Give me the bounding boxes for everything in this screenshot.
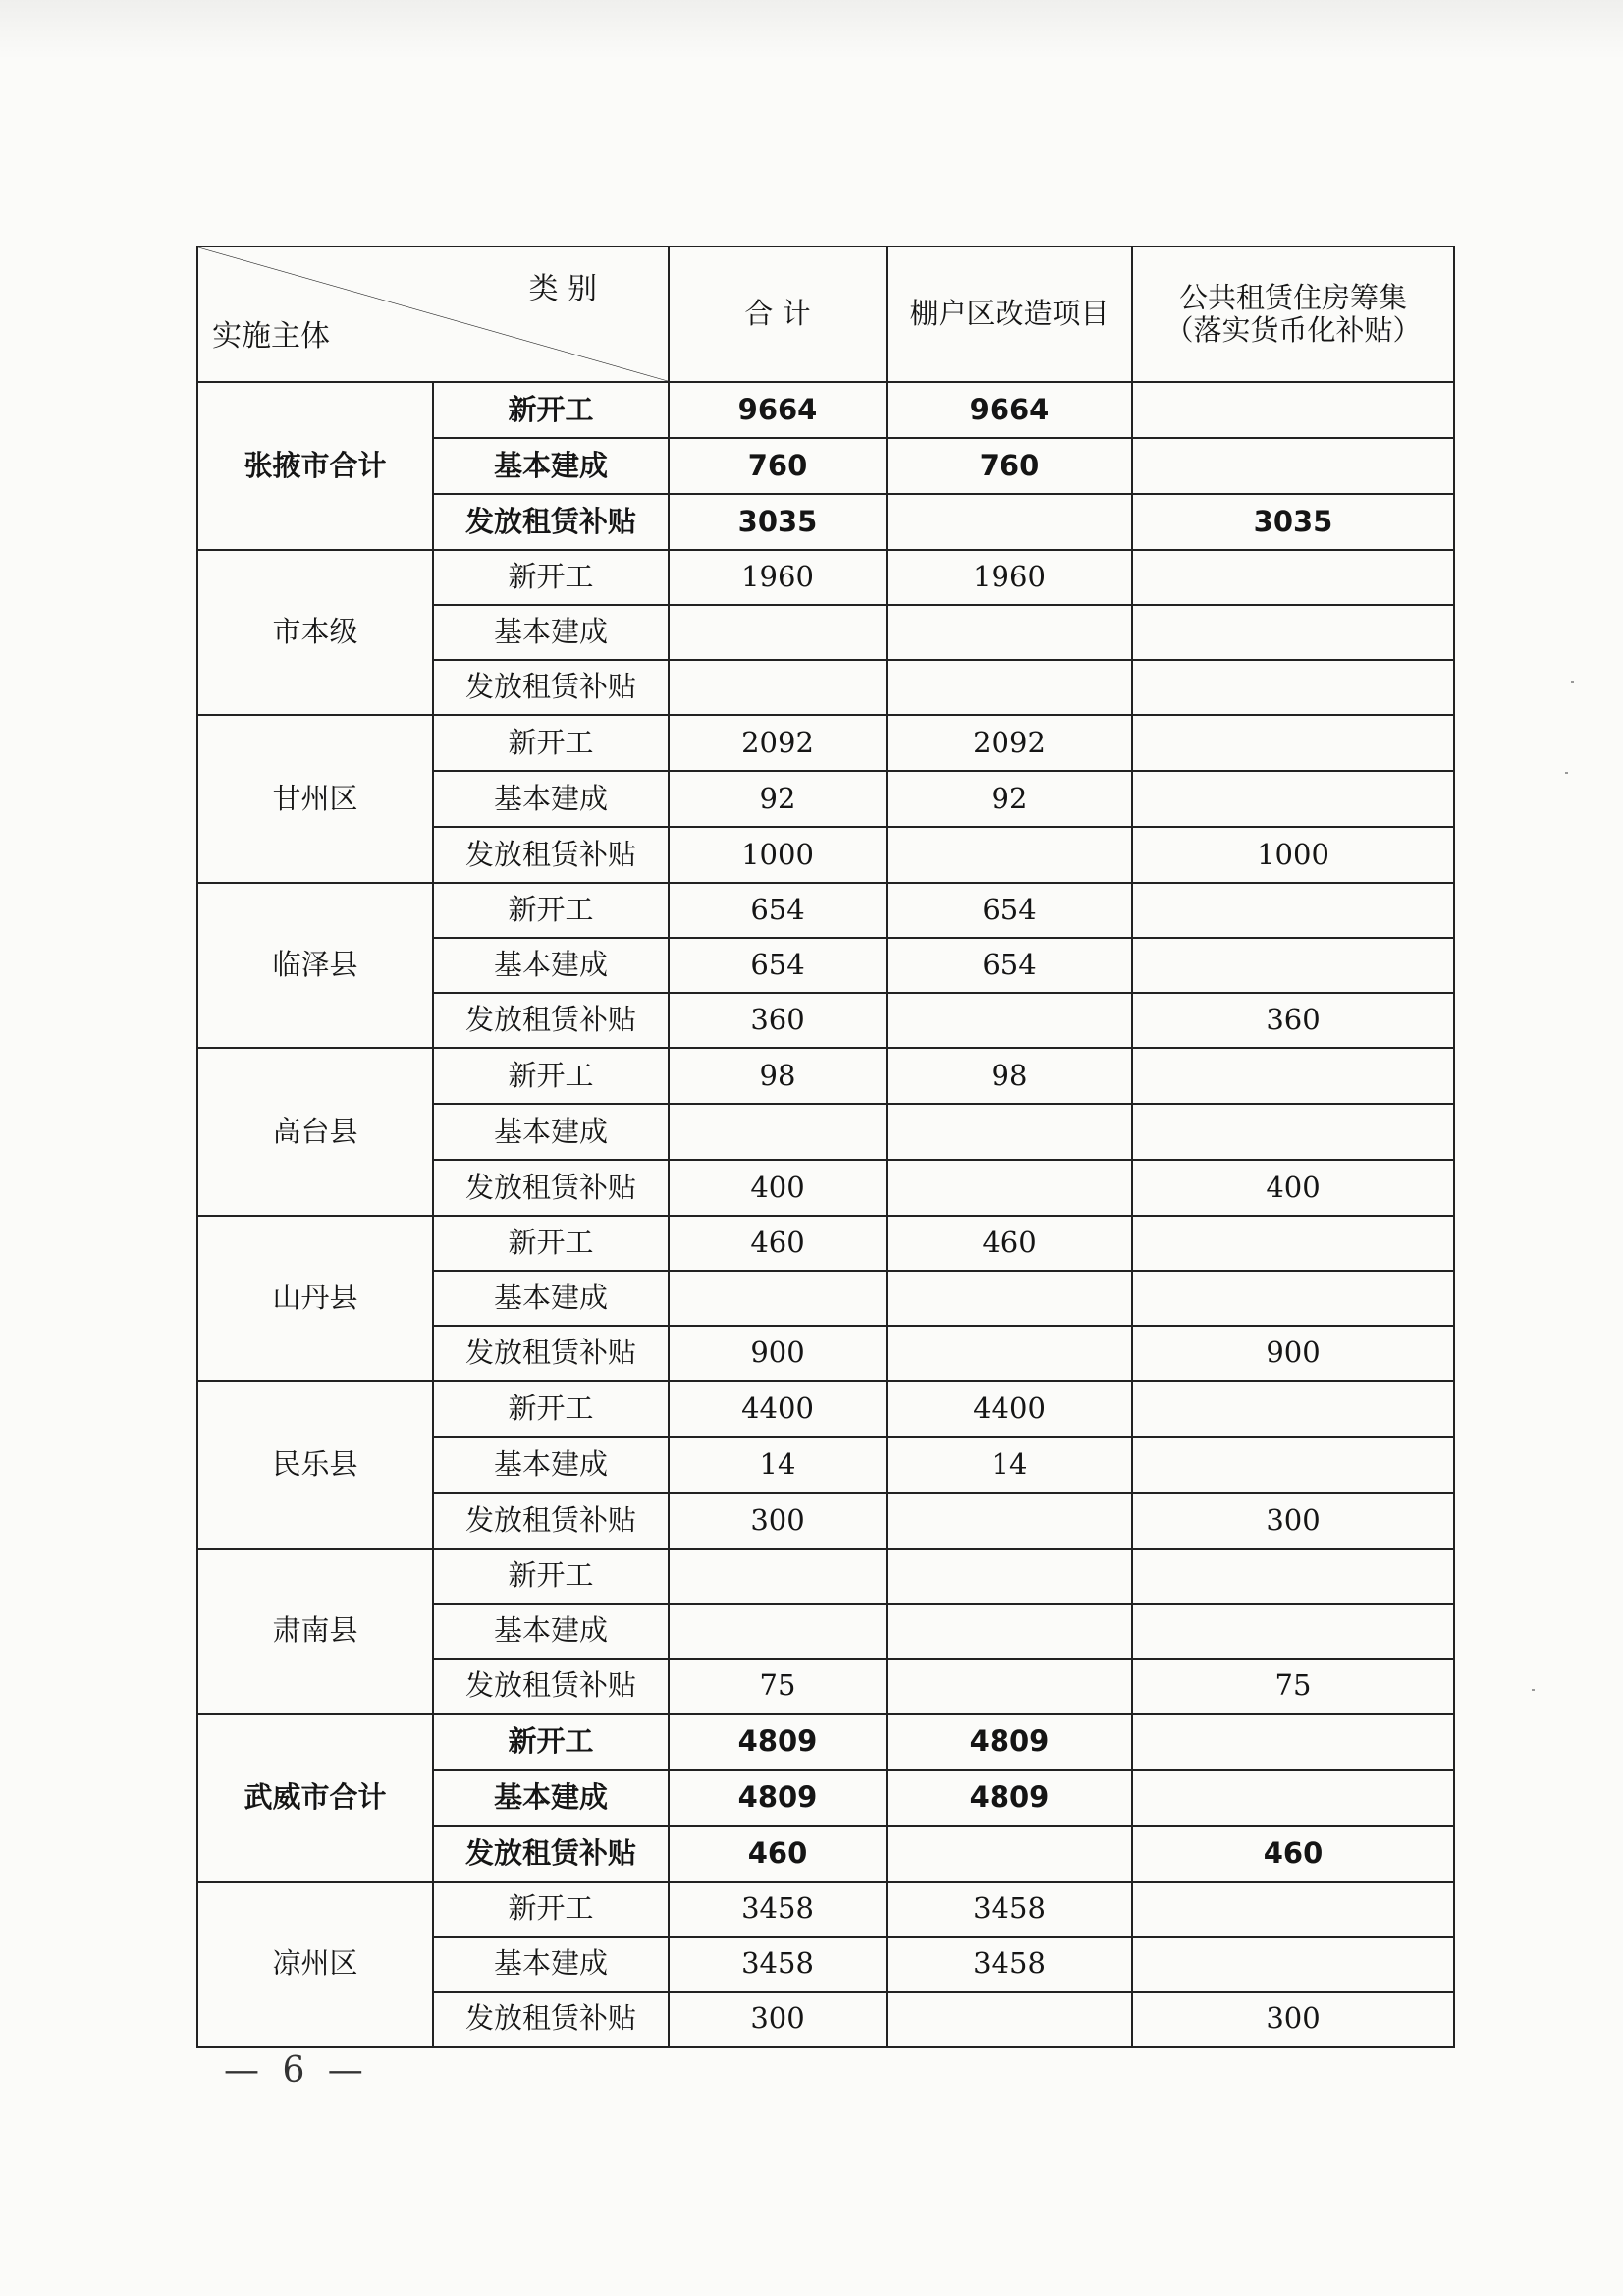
- shanty-cell: [887, 1549, 1132, 1604]
- public-rent-cell: [1132, 382, 1454, 438]
- total-cell: 4400: [669, 1381, 887, 1437]
- total-cell: 2092: [669, 715, 887, 771]
- shanty-cell: [887, 1659, 1132, 1714]
- shanty-cell: [887, 1992, 1132, 2047]
- total-cell: 75: [669, 1659, 887, 1714]
- total-column-header: 合 计: [669, 246, 887, 382]
- public-rent-cell: [1132, 1604, 1454, 1659]
- subject-label: 实施主体: [212, 318, 330, 354]
- scan-edge-shading: [0, 0, 1623, 59]
- scan-speck: [1565, 772, 1568, 774]
- shanty-cell: 9664: [887, 382, 1132, 438]
- public-rent-cell: [1132, 550, 1454, 605]
- project-type-cell: 基本建成: [433, 1271, 669, 1326]
- total-cell: [669, 1104, 887, 1160]
- category-label: 类 别: [528, 272, 597, 306]
- project-type-cell: 新开工: [433, 1048, 669, 1104]
- table-row: [197, 1882, 1454, 1937]
- project-type-cell: 基本建成: [433, 1937, 669, 1992]
- public-rent-cell: [1132, 438, 1454, 494]
- public-rent-cell: 3035: [1132, 494, 1454, 550]
- public-rent-cell: [1132, 1104, 1454, 1160]
- scan-speck: [1532, 1689, 1535, 1691]
- public-rent-cell: [1132, 771, 1454, 827]
- shanty-cell: 98: [887, 1048, 1132, 1104]
- shanty-cell: 654: [887, 938, 1132, 993]
- total-cell: 1000: [669, 827, 887, 883]
- project-type-cell: 发放租赁补贴: [433, 1826, 669, 1882]
- shanty-cell: [887, 1104, 1132, 1160]
- shanty-cell: 1960: [887, 550, 1132, 605]
- project-type-cell: 新开工: [433, 1549, 669, 1604]
- diagonal-line: [198, 247, 668, 381]
- total-cell: 3035: [669, 494, 887, 550]
- project-type-cell: 基本建成: [433, 1770, 669, 1826]
- shanty-column-header: 棚户区改造项目: [887, 246, 1132, 382]
- public-rent-cell: 300: [1132, 1493, 1454, 1549]
- public-rent-cell: 360: [1132, 993, 1454, 1048]
- total-cell: 3458: [669, 1937, 887, 1992]
- shanty-cell: [887, 1604, 1132, 1659]
- public-rent-cell: [1132, 1216, 1454, 1271]
- shanty-cell: 92: [887, 771, 1132, 827]
- shanty-cell: 2092: [887, 715, 1132, 771]
- table-row: [197, 715, 1454, 771]
- project-type-cell: 新开工: [433, 883, 669, 938]
- table-row: [197, 1048, 1454, 1104]
- total-cell: 14: [669, 1437, 887, 1493]
- shanty-cell: [887, 1271, 1132, 1326]
- shanty-cell: 3458: [887, 1882, 1132, 1937]
- total-cell: 4809: [669, 1770, 887, 1826]
- project-type-cell: 基本建成: [433, 1437, 669, 1493]
- public-rent-cell: [1132, 938, 1454, 993]
- housing-project-table: [196, 246, 1455, 2048]
- total-cell: [669, 605, 887, 660]
- total-cell: 300: [669, 1992, 887, 2047]
- shanty-cell: [887, 1326, 1132, 1381]
- public-rent-cell: [1132, 1937, 1454, 1992]
- table-row: [197, 883, 1454, 938]
- public-rent-cell: [1132, 883, 1454, 938]
- diagonal-header-cell: [197, 246, 669, 382]
- public-rent-cell: 75: [1132, 1659, 1454, 1714]
- public-rent-cell: 1000: [1132, 827, 1454, 883]
- total-cell: [669, 1604, 887, 1659]
- project-type-cell: 发放租赁补贴: [433, 1659, 669, 1714]
- project-type-cell: 基本建成: [433, 605, 669, 660]
- total-cell: 654: [669, 938, 887, 993]
- project-type-cell: 基本建成: [433, 1604, 669, 1659]
- project-type-cell: 新开工: [433, 1882, 669, 1937]
- project-type-cell: 基本建成: [433, 438, 669, 494]
- total-cell: 400: [669, 1160, 887, 1216]
- shanty-cell: 4809: [887, 1770, 1132, 1826]
- page-number: — 6 —: [224, 2050, 369, 2091]
- project-type-cell: 新开工: [433, 1714, 669, 1770]
- public-rent-header-line2: （落实货币化补贴）: [1164, 313, 1422, 347]
- subject-name-cell: 甘州区: [197, 715, 433, 883]
- total-cell: 900: [669, 1326, 887, 1381]
- subject-name-cell: 凉州区: [197, 1882, 433, 2047]
- shanty-cell: [887, 1826, 1132, 1882]
- project-type-cell: 发放租赁补贴: [433, 827, 669, 883]
- project-type-cell: 发放租赁补贴: [433, 1326, 669, 1381]
- public-rent-cell: [1132, 1714, 1454, 1770]
- public-rent-cell: 900: [1132, 1326, 1454, 1381]
- project-type-cell: 基本建成: [433, 938, 669, 993]
- shanty-cell: [887, 1493, 1132, 1549]
- project-type-cell: 新开工: [433, 715, 669, 771]
- table-row: [197, 550, 1454, 605]
- table-header-row: [197, 246, 1454, 382]
- table-row: [197, 1381, 1454, 1437]
- total-cell: 4809: [669, 1714, 887, 1770]
- shanty-cell: 654: [887, 883, 1132, 938]
- total-cell: [669, 1549, 887, 1604]
- subject-name-cell: 肃南县: [197, 1549, 433, 1714]
- subject-name-cell: 民乐县: [197, 1381, 433, 1549]
- table-row: [197, 1714, 1454, 1770]
- project-type-cell: 基本建成: [433, 771, 669, 827]
- shanty-cell: 3458: [887, 1937, 1132, 1992]
- project-type-cell: 发放租赁补贴: [433, 1992, 669, 2047]
- shanty-cell: [887, 993, 1132, 1048]
- public-rent-cell: [1132, 1048, 1454, 1104]
- public-rent-cell: [1132, 1271, 1454, 1326]
- project-type-cell: 发放租赁补贴: [433, 660, 669, 715]
- table-row: [197, 1216, 1454, 1271]
- shanty-cell: 14: [887, 1437, 1132, 1493]
- subject-name-cell: 高台县: [197, 1048, 433, 1216]
- subject-name-cell: 市本级: [197, 550, 433, 715]
- table-row: [197, 1549, 1454, 1604]
- total-cell: 360: [669, 993, 887, 1048]
- public-rent-cell: [1132, 605, 1454, 660]
- shanty-cell: 760: [887, 438, 1132, 494]
- shanty-cell: 4400: [887, 1381, 1132, 1437]
- shanty-cell: [887, 1160, 1132, 1216]
- total-cell: 300: [669, 1493, 887, 1549]
- public-rent-cell: 300: [1132, 1992, 1454, 2047]
- public-rent-column-header: [1132, 246, 1454, 382]
- project-type-cell: 新开工: [433, 382, 669, 438]
- shanty-cell: 460: [887, 1216, 1132, 1271]
- total-cell: 98: [669, 1048, 887, 1104]
- public-rent-cell: [1132, 1882, 1454, 1937]
- project-type-cell: 发放租赁补贴: [433, 494, 669, 550]
- project-type-cell: 新开工: [433, 1381, 669, 1437]
- public-rent-cell: 400: [1132, 1160, 1454, 1216]
- public-rent-cell: 460: [1132, 1826, 1454, 1882]
- shanty-cell: [887, 660, 1132, 715]
- shanty-cell: [887, 827, 1132, 883]
- table-row: [197, 382, 1454, 438]
- public-rent-cell: [1132, 715, 1454, 771]
- project-type-cell: 新开工: [433, 1216, 669, 1271]
- project-type-cell: 新开工: [433, 550, 669, 605]
- total-cell: 460: [669, 1826, 887, 1882]
- subject-name-cell: 武威市合计: [197, 1714, 433, 1882]
- total-cell: 1960: [669, 550, 887, 605]
- project-type-cell: 发放租赁补贴: [433, 993, 669, 1048]
- total-cell: 460: [669, 1216, 887, 1271]
- shanty-cell: 4809: [887, 1714, 1132, 1770]
- public-rent-cell: [1132, 660, 1454, 715]
- public-rent-cell: [1132, 1549, 1454, 1604]
- total-cell: 760: [669, 438, 887, 494]
- public-rent-cell: [1132, 1437, 1454, 1493]
- shanty-cell: [887, 494, 1132, 550]
- project-type-cell: 发放租赁补贴: [433, 1493, 669, 1549]
- scan-speck: [1571, 681, 1574, 683]
- public-rent-header-line1: 公共租赁住房筹集: [1178, 280, 1407, 314]
- shanty-cell: [887, 605, 1132, 660]
- total-cell: 9664: [669, 382, 887, 438]
- public-rent-cell: [1132, 1770, 1454, 1826]
- subject-name-cell: 临泽县: [197, 883, 433, 1048]
- total-cell: 92: [669, 771, 887, 827]
- total-cell: 654: [669, 883, 887, 938]
- total-cell: [669, 660, 887, 715]
- public-rent-cell: [1132, 1381, 1454, 1437]
- subject-name-cell: 张掖市合计: [197, 382, 433, 550]
- project-type-cell: 基本建成: [433, 1104, 669, 1160]
- total-cell: 3458: [669, 1882, 887, 1937]
- total-cell: [669, 1271, 887, 1326]
- subject-name-cell: 山丹县: [197, 1216, 433, 1381]
- project-type-cell: 发放租赁补贴: [433, 1160, 669, 1216]
